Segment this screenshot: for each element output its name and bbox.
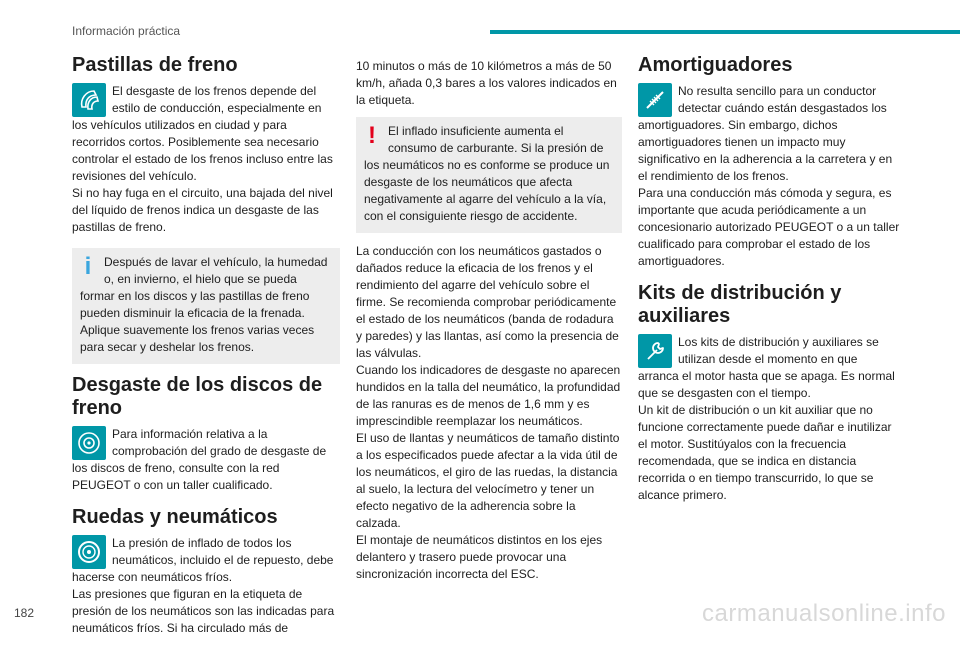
brake-disc-icon <box>72 426 106 460</box>
column-3 <box>638 54 900 516</box>
brake-pad-icon <box>72 83 106 117</box>
paragraph: El desgaste de los frenos depende del estilo de conducción, especialmente en los vehículos utilizados en ciudad y para recorridos cortos. Posiblemente sea necesario controlar el estado de los frenos incluso entre las revisiones del vehículo. <box>72 84 333 183</box>
paragraph: Las presiones que figuran en la etiqueta de presión de los neumáticos son las indicadas para neumáticos fríos. Si ha circulado más de <box>72 587 335 635</box>
tyre-icon <box>72 535 106 569</box>
paragraph: El uso de llantas y neumáticos de tamaño distinto a los especificados puede afectar a la vida útil de los neumáticos, el giro de las ruedas, la distancia al suelo, la lectura del velocímetro y tener un efecto negativo de la adherencia sobre la calzada. <box>356 431 620 530</box>
section-title: Kits de distribución y auxiliares <box>638 282 842 327</box>
paragraph: La presión de inflado de todos los neumáticos, incluido el de repuesto, debe hacerse con neumáticos fríos. <box>72 536 334 584</box>
column-1 <box>72 54 340 649</box>
section-title: Ruedas y neumáticos <box>72 506 278 528</box>
paragraph: No resulta sencillo para un conductor detectar cuándo están desgastados los amortiguadores. Sin embargo, dichos amortiguadores tienen un impacto muy significativo en la adherencia a la carretera y en el rendimiento de los frenos. <box>638 84 893 183</box>
section-brake-discs <box>72 374 340 494</box>
paragraph: Para información relativa a la comprobación del grado de desgaste de los discos de freno, consulte con la red PEUGEOT o con un taller cualificado. <box>72 427 327 492</box>
section-title: Pastillas de freno <box>72 54 238 76</box>
section-kits <box>638 282 900 504</box>
note-text: El inflado insuficiente aumenta el consumo de carburante. Si la presión de los neumáticos no es conforme se produce un desgaste de los neumáticos que afecta negativamente al agarre del vehículo a la vía, con el consiguiente riesgo de accidente. <box>364 124 610 223</box>
warning-icon: ! <box>368 122 376 149</box>
paragraph: 10 minutos o más de 10 kilómetros a más de 50 km/h, añada 0,3 bares a los valores indicados en la etiqueta. <box>356 59 617 107</box>
paragraph: Para una conducción más cómoda y segura, es importante que acuda periódicamente a un concesionario autorizado PEUGEOT o a un taller cualificado para comprobar el estado de los amortiguadores. <box>638 186 900 268</box>
section-shock-absorbers <box>638 54 900 270</box>
info-icon: i <box>84 253 92 280</box>
wrench-icon <box>638 334 672 368</box>
header-title: Información práctica <box>72 24 181 38</box>
warning-note <box>356 117 622 233</box>
info-note <box>72 248 340 364</box>
paragraph: Un kit de distribución o un kit auxiliar que no funcione correctamente puede dañar e inutilizar el motor. Sustitúyalos con la frecuencia recomendada, que se indica en distancia recorrida o en tiempo transcurrido, lo que se alcance primero. <box>638 403 892 502</box>
section-title: Desgaste de los discos de freno <box>72 374 323 419</box>
section-brake-pads <box>72 54 340 236</box>
section-wheels <box>72 506 340 637</box>
section-title: Amortiguadores <box>638 54 793 76</box>
header-accent-bar <box>490 30 960 34</box>
note-text: Después de lavar el vehículo, la humedad o, en invierno, el hielo que se pueda formar en los discos y las pastillas de freno pueden disminuir la eficacia de la frenada. Aplique suavemente los frenos varias veces para secar y deshelar los frenos. <box>80 255 328 354</box>
paragraph: La conducción con los neumáticos gastados o dañados reduce la eficacia de los frenos y el rendimiento del agarre del vehículo sobre el firme. Se recomienda comprobar periódicamente el estado de los neumáticos (banda de rodadura y paredes) y las llantas, así como la presencia de las válvulas. <box>356 244 619 360</box>
page-number: 182 <box>14 606 35 620</box>
paragraph: Si no hay fuga en el circuito, una bajada del nivel del líquido de frenos indica un desgaste de las pastillas de freno. <box>72 186 333 234</box>
watermark: carmanualsonline.info <box>702 600 946 627</box>
paragraph: Los kits de distribución y auxiliares se utilizan desde el momento en que arranca el motor hasta que se apaga. Es normal que se desgasten con el tiempo. <box>638 335 895 400</box>
paragraph: El montaje de neumáticos distintos en los ejes delantero y trasero puede provocar una sincronización incorrecta del ESC. <box>356 533 603 581</box>
shock-absorber-icon <box>638 83 672 117</box>
column-2 <box>356 58 622 583</box>
paragraph: Cuando los indicadores de desgaste no aparecen hundidos en la talla del neumático, la profundidad de las ranuras es de menos de 1,6 mm y es imprescindible reemplazar los neumáticos. <box>356 363 621 428</box>
